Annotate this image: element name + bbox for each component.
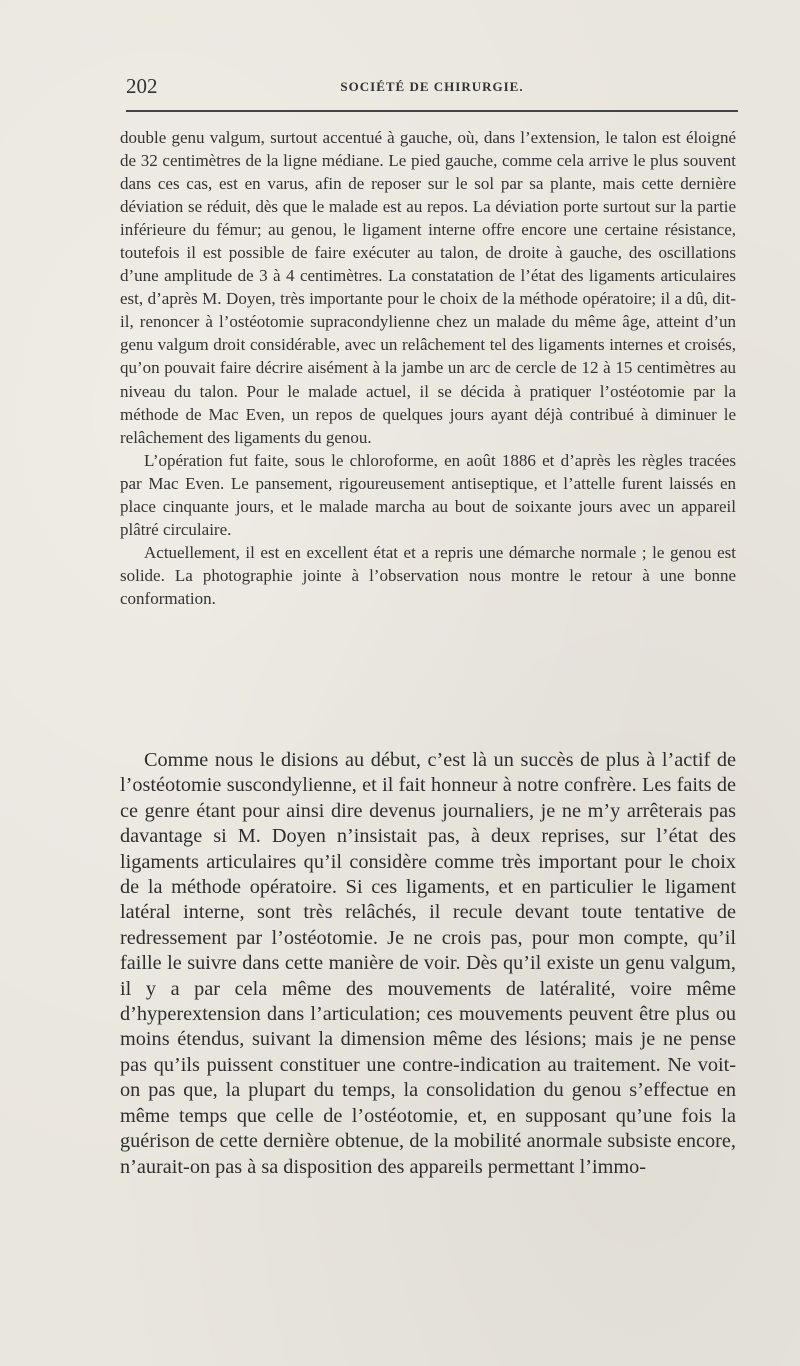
commentary-paragraph: Comme nous le disions au début, c’est là un succès de plus à l’actif de l’ostéotomie suscondylienne, et il fait honneur à notre confrère. Les faits de ce genre étant pour ainsi dire devenus journaliers, je ne m’y arrêterais pas davantage si M. Doyen n’insistait pas, à deux reprises, sur l’état des ligaments articulaires qu’il considère comme très important pour le choix de la méthode opératoire. Si ces ligaments, et en particulier le ligament latéral interne, sont très relâchés, il recule devant toute tentative de redressement par l’ostéotomie. Je ne crois pas, pour mon compte, qu’il faille le suivre dans cette manière de voir. Dès qu’il existe un genu valgum, il y a par cela même des mouvements de latéralité, voire même d’hyperextension dans l’articulation; ces mouvements peuvent être plus ou moins étendus, suivant la dimension même des lésions; mais je ne pense pas qu’ils puissent constituer une contre-indication au traitement. Ne voit-on pas que, la plupart du temps, la consolidation du genou s’effectue en même temps que celle de l’ostéotomie, et, en supposant qu’une fois la guérison de cette dernière obtenue, de la mobilité anormale subsiste encore, n’aurait-on pas à sa disposition des appareils permettant l’immo- — [120, 749, 736, 1178]
header-rule — [126, 110, 738, 112]
observation-paragraph: double genu valgum, surtout accentué à gauche, où, dans l’extension, le talon est éloigné de 32 centimètres de la ligne médiane. Le pied gauche, comme cela arrive le plus souvent dans ces cas, est en varus, afin de reposer sur le sol par sa plante, mais cette dernière déviation se réduit, dès que le malade est au repos. La déviation porte surtout sur la partie inférieure du fémur; au genou, le ligament interne offre encore une certaine résistance, toutefois il est possible de faire exécuter au talon, de droite à gauche, des oscillations d’une amplitude de 3 à 4 centimètres. La constatation de l’état des ligaments articulaires est, d’après M. Doyen, très importante pour le choix de la méthode opératoire; il a dû, dit-il, renoncer à l’ostéotomie supracondylienne chez un malade du même âge, atteint d’un genu valgum droit considérable, avec un relâchement tel des ligaments internes et croisés, qu’on pouvait faire décrire aisément à la jambe un arc de cercle de 12 à 15 centimètres au niveau du talon. Pour le malade actuel, il se décida à pratiquer l’ostéotomie par la méthode de Mac Even, un repos de quelques jours ayant déjà contribué à diminuer le relâchement des ligaments du genou. — [120, 128, 736, 447]
observation-paragraph: L’opération fut faite, sous le chloroforme, en août 1886 et d’après les règles tracées par Mac Even. Le pansement, rigoureusement antiseptique, et l’attelle furent laissés en place cinquante jours, et le malade marcha au bout de soixante jours avec un appareil plâtré circulaire. — [120, 450, 736, 539]
commentary-text — [120, 748, 736, 1180]
observation-paragraph: Actuellement, il est en excellent état et a repris une démarche normale ; le genou est solide. La photographie jointe à l’observation nous montre le retour à une bonne conformation. — [120, 542, 736, 608]
page-header — [126, 74, 738, 100]
running-head: SOCIÉTÉ DE CHIRURGIE. — [340, 79, 524, 94]
page-number: 202 — [126, 74, 158, 98]
observation-text — [120, 126, 736, 610]
